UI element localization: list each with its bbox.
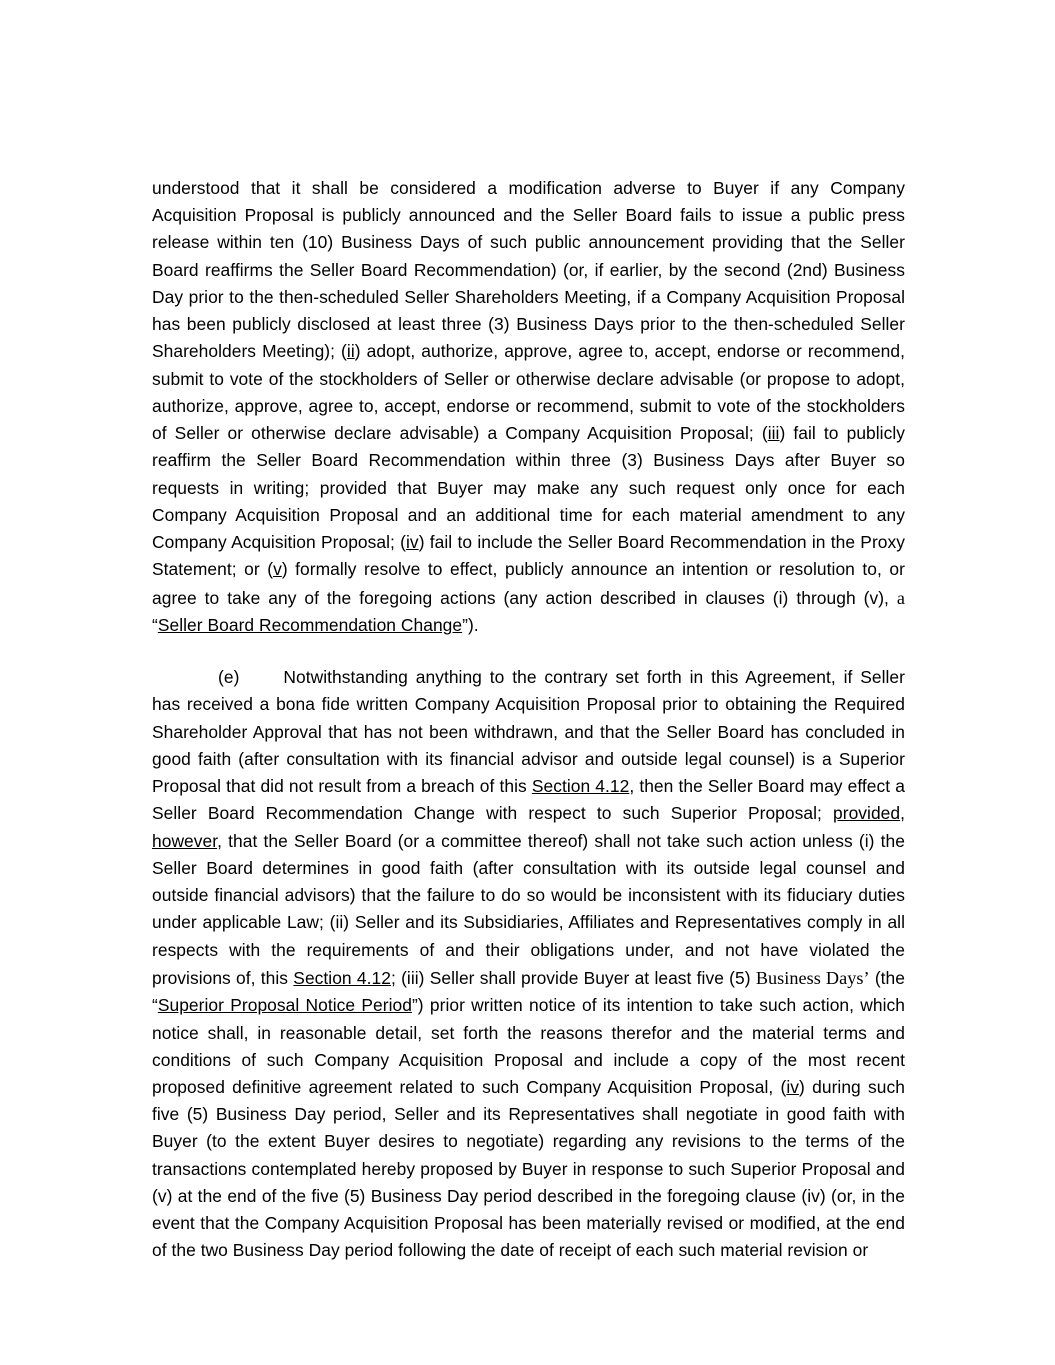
defined-term: however	[152, 830, 218, 851]
text-run: Notwithstanding anything to the contrary set forth in this Agreement, if Seller has received a bona fide written Company Acquisition Proposal prior to obtaining the Required Shareholder Approval that has not been withdrawn, and that the Seller Board has concluded in good faith (after consultation with its financial advisor and outside legal counsel) is a Superior Proposal that did not result from a breach of this	[152, 667, 905, 797]
text-run: ”).	[462, 615, 479, 635]
text-run: understood that it shall be considered a modification adverse to Buyer if any Company Acquisition Proposal is publicly announced and the Seller Board fails to issue a public press release within ten (10) Business Days of such public announcement providing that the Seller Board reaffirms the Seller Board Recommendation) (or, if earlier, by the second (2nd) Business Day prior to the then-scheduled Seller Shareholders Meeting, if a Company Acquisition Proposal has been publicly disclosed at least three (3) Business Days prior to the then-scheduled Seller Shareholders Meeting); (	[152, 178, 905, 362]
defined-term: ii	[346, 341, 355, 362]
text-run: ) fail to include the Seller Board Recommendation in the Proxy Statement; or (	[152, 532, 906, 580]
defined-term: v	[273, 559, 282, 580]
text-run: ,	[900, 803, 905, 824]
serif-run: a	[896, 587, 905, 608]
text-run: (the “	[152, 967, 905, 1016]
defined-term: Section 4.12	[293, 967, 391, 988]
defined-term: iv	[406, 532, 419, 553]
paragraph-continuation	[152, 175, 905, 639]
text-run: ) adopt, authorize, approve, agree to, accept, endorse or recommend, submit to vote of the stockholders of Seller or otherwise declare advisable (or propose to adopt, authorize, approve, agree to, accept, endorse or recommend, submit to vote of the stockholders of Seller or otherwise declare advisable) a Company Acquisition Proposal; (	[152, 341, 906, 444]
serif-run: Business Days’	[755, 967, 870, 988]
text-run: ) formally resolve to effect, publicly announce an intention or resolution to, or agree to take any of the foregoing actions (any action described in clauses (i) through (v),	[152, 559, 905, 608]
text-run: ) during such five (5) Business Day period, Seller and its Representatives shall negotiate in good faith with Buyer (to the extent Buyer desires to negotiate) regarding any revisions to the terms of the transactions contemplated hereby proposed by Buyer in response to such Superior Proposal and (v) at the end of the five (5) Business Day period described in the foregoing clause (iv) (or, in the event that the Company Acquisition Proposal has been materially revised or modified, at the end of the two Business Day period following the date of receipt of each such material revision or	[152, 1077, 905, 1261]
text-run: ; (iii) Seller shall provide Buyer at least five (5)	[390, 967, 756, 988]
text-run: , that the Seller Board (or a committee thereof) shall not take such action unless (i) the Seller Board determines in good faith (after consultation with its outside legal counsel and outside financial advisors) that the failure to do so would be inconsistent with its fiduciary duties under applicable Law; (ii) Seller and its Subsidiaries, Affiliates and Representatives comply in all respects with the requirements of and their obligations under, and not have violated the provisions of, this	[152, 830, 905, 988]
paragraph-subsection-e	[152, 664, 905, 1264]
paragraph-label: (e)	[218, 667, 240, 688]
defined-term: iv	[786, 1077, 800, 1097]
text-run: , then the Seller Board may effect a Seller Board Recommendation Change with respect to such Superior Proposal;	[152, 776, 905, 824]
text-run: ) fail to publicly reaffirm the Seller Board Recommendation within three (3) Business Days after Buyer so requests in writing; provided that Buyer may make any such request only once for each Company Acquisition Proposal and an additional time for each material amendment to any Company Acquisition Proposal; (	[152, 423, 906, 553]
text-run: “	[152, 615, 158, 635]
defined-term: provided	[833, 803, 901, 824]
defined-term: iii	[767, 423, 780, 444]
defined-term: Superior Proposal Notice Period	[157, 995, 412, 1016]
document-body	[152, 175, 905, 1265]
defined-term: Seller Board Recommendation Change	[157, 615, 463, 635]
text-run: ”) prior written notice of its intention to take such action, which notice shall, in reasonable detail, set forth the reasons therefor and the material terms and conditions of such Company Acquisition Proposal and include a copy of the most recent proposed definitive agreement related to such Company Acquisition Proposal, (	[152, 995, 906, 1097]
defined-term: Section 4.12	[531, 776, 630, 797]
